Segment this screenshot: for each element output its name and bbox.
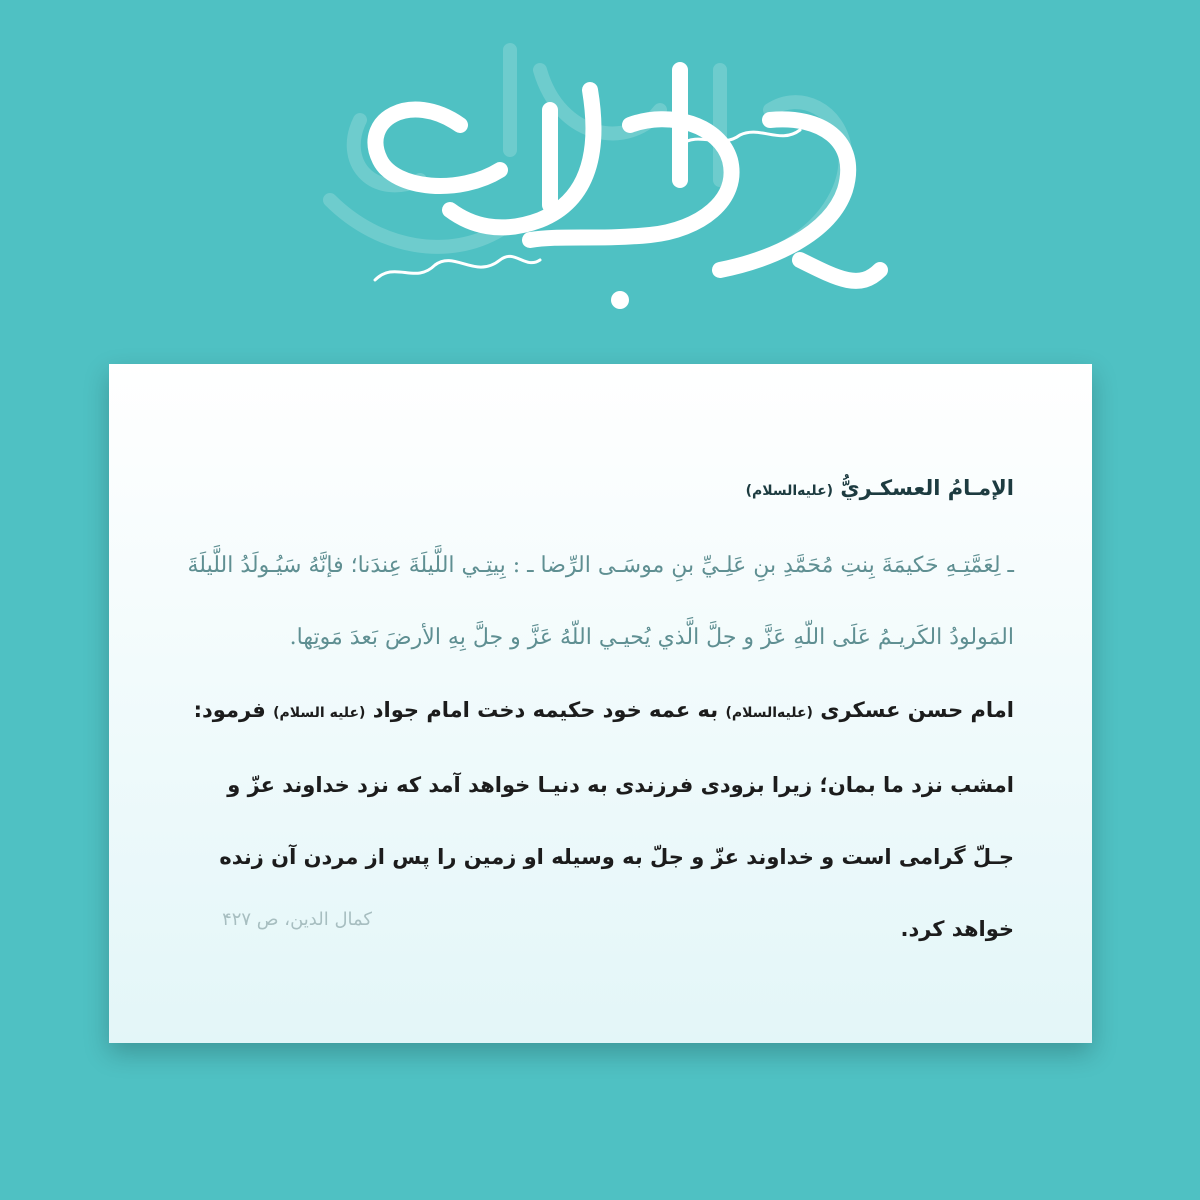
attribution-honorific: (عليه‌السلام) — [745, 483, 834, 499]
translation-honorific-2: (علیه السلام) — [273, 705, 366, 721]
calligraphy-header — [300, 30, 900, 330]
calligraphy-artwork — [300, 30, 900, 330]
attribution-name: الإمـامُ العسكـريُّ — [840, 476, 1014, 500]
translation-part2: به عمه خود حکیمه دخت امام جواد — [372, 698, 719, 722]
translation-part3: فرمود: امشب نزد ما بمان؛ زیرا بزودی فرزندی به دنیـا خواهد آمد که نزد خداوند عزّ و جـلّ گرامی است و خداوند عزّ و جلّ به وسیله او زمین را پس از مردن آن زنده خواهد کرد. — [193, 698, 1014, 941]
translation-honorific-1: (علیه‌السلام) — [725, 705, 813, 721]
hadith-attribution — [746, 476, 1014, 500]
hadith-source: کمال الدین، ص ۴۲۷ — [222, 909, 372, 930]
translation-part1: امام حسن عسکری — [820, 698, 1014, 722]
hadith-card — [109, 364, 1092, 1043]
hadith-arabic-text: ـ لِعَمَّتِـهِ حَكيمَةَ بِنتِ مُحَمَّدِ بنِ عَلِـيِّ بنِ موسَـى الرِّضا ـ : بِيتِـي اللَّيلَةَ عِندَنا؛ فإنَّهُ سَيُـولَدُ اللَّيلَةَ المَولودُ الكَريـمُ عَلَى اللّهِ عَزَّ و جلَّ الَّذي يُحيـي اللّهُ عَزَّ و جلَّ بِهِ الأرضَ بَعدَ مَوتِها. — [187, 553, 1014, 650]
